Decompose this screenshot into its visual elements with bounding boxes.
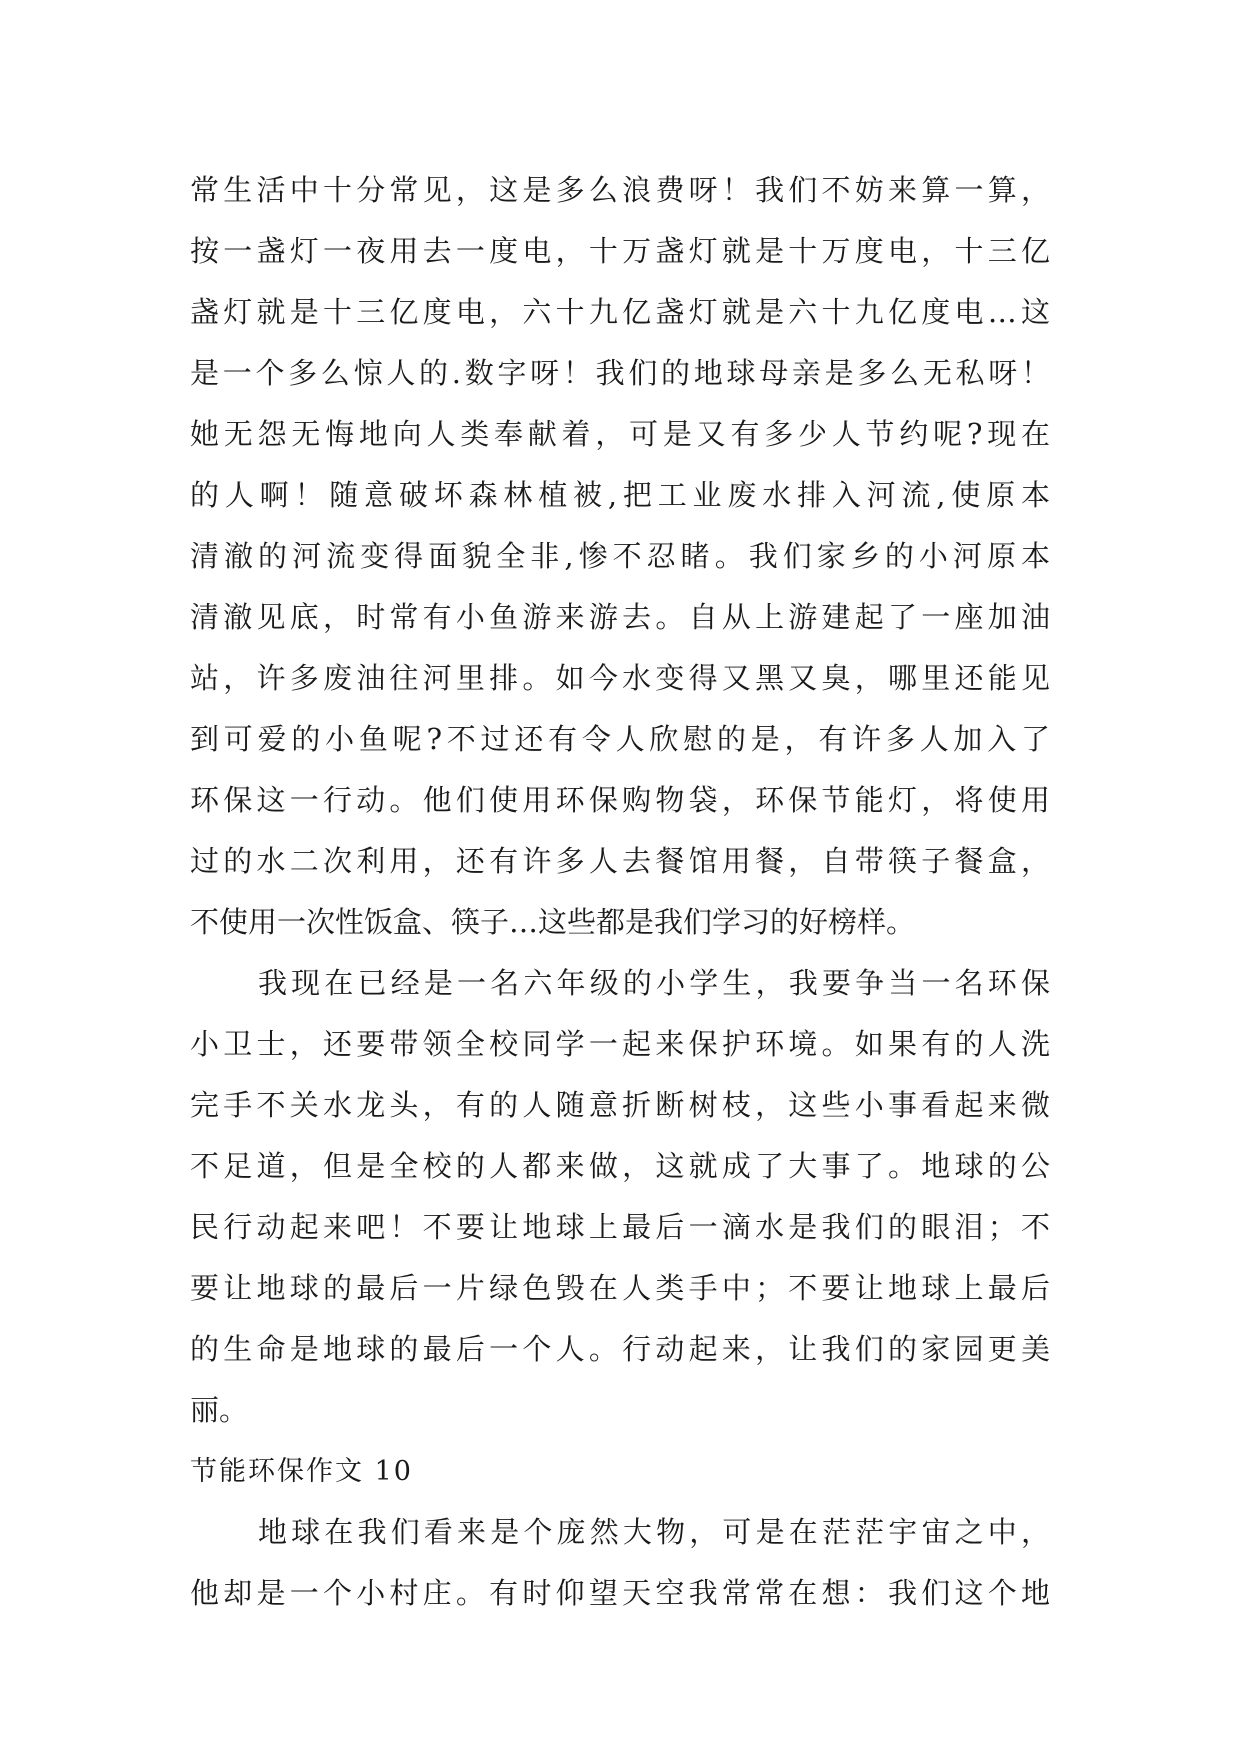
text-line: 过的水二次利用，还有许多人去餐馆用餐，自带筷子餐盒， [190,844,1050,878]
text-line: 完手不关水龙头，有的人随意折断树枝，这些小事看起来微 [190,1088,1050,1122]
text-line: 清澈见底，时常有小鱼游来游去。自从上游建起了一座加油 [190,600,1050,634]
paragraph-1 [190,160,1050,953]
text-line: 站，许多废油往河里排。如今水变得又黑又臭，哪里还能见 [190,661,1050,695]
text-line: 是一个多么惊人的.数字呀！我们的地球母亲是多么无私呀！ [190,356,1050,390]
text-line: 她无怨无悔地向人类奉献着，可是又有多少人节约呢?现在 [190,417,1050,451]
section-heading [190,1441,1050,1502]
text-line: 要让地球的最后一片绿色毁在人类手中；不要让地球上最后 [190,1271,1050,1305]
text-line: 小卫士，还要带领全校同学一起来保护环境。如果有的人洗 [190,1027,1050,1061]
text-line: 不足道，但是全校的人都来做，这就成了大事了。地球的公 [190,1149,1050,1183]
paragraph-2 [190,953,1050,1441]
text-line: 盏灯就是十三亿度电，六十九亿盏灯就是六十九亿度电…这 [190,295,1050,329]
text-line: 民行动起来吧！不要让地球上最后一滴水是我们的眼泪；不 [190,1210,1050,1244]
text-line: 我现在已经是一名六年级的小学生，我要争当一名环保 [258,966,1050,1000]
text-line: 到可爱的小鱼呢?不过还有令人欣慰的是，有许多人加入了 [190,722,1050,756]
paragraph-3 [190,1502,1050,1624]
text-line: 按一盏灯一夜用去一度电，十万盏灯就是十万度电，十三亿 [190,234,1050,268]
text-line: 常生活中十分常见，这是多么浪费呀！我们不妨来算一算， [190,173,1050,207]
text-line: 地球在我们看来是个庞然大物，可是在茫茫宇宙之中， [258,1515,1050,1549]
text-line: 环保这一行动。他们使用环保购物袋，环保节能灯，将使用 [190,783,1050,817]
text-line: 他却是一个小村庄。有时仰望天空我常常在想：我们这个地 [190,1576,1050,1610]
heading-text: 节能环保作文 10 [190,1456,413,1487]
text-line: 丽。 [190,1393,249,1427]
document-body [190,160,1050,1624]
text-line: 清澈的河流变得面貌全非,惨不忍睹。我们家乡的小河原本 [190,539,1050,573]
text-line: 不使用一次性饭盒、筷子…这些都是我们学习的好榜样。 [190,905,916,939]
text-line: 的生命是地球的最后一个人。行动起来，让我们的家园更美 [190,1332,1050,1366]
text-line: 的人啊！随意破坏森林植被,把工业废水排入河流,使原本 [190,478,1050,512]
